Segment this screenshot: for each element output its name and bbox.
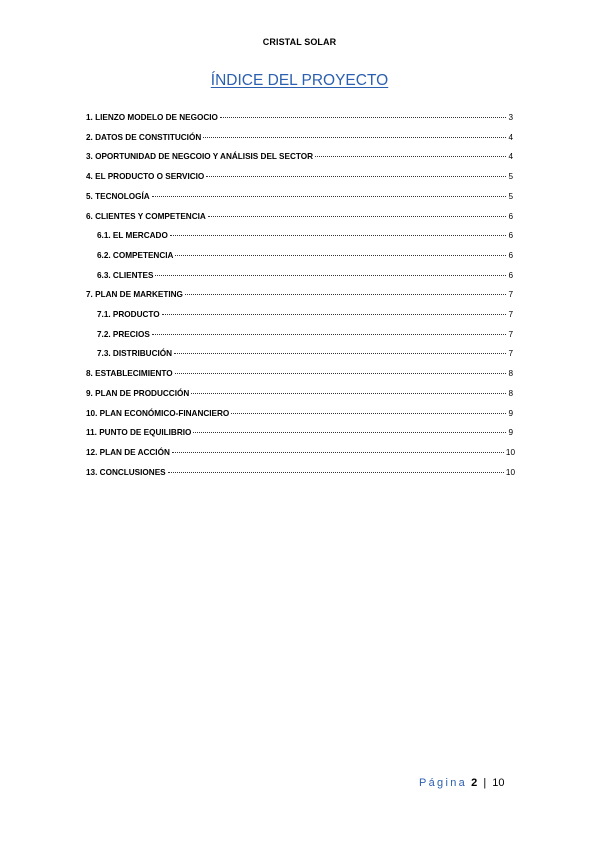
toc-entry-page: 10 [505,467,515,477]
toc-entry-label: 2. DATOS DE CONSTITUCIÓN [86,132,202,142]
footer-page-number: 2 [471,777,478,789]
dot-leader [155,275,506,276]
toc-entry-3[interactable] [86,151,513,163]
dot-leader [152,196,507,197]
toc-entry-label: 7.2. PRECIOS [97,329,150,339]
toc-entry-page: 9 [508,408,513,418]
toc-entry-page: 6 [508,211,513,221]
dot-leader [191,393,506,394]
toc-entry-page: 6 [508,231,513,241]
dot-leader [193,432,506,433]
toc-entry-label: 7.3. DISTRIBUCIÓN [97,349,173,359]
dot-leader [203,137,506,138]
toc-entry-8[interactable] [86,368,513,380]
dot-leader [168,472,504,473]
toc-entry-page: 4 [508,132,513,142]
toc-entry-5[interactable] [86,191,513,203]
toc-entry-7-1[interactable] [97,309,513,321]
toc-entry-7-3[interactable] [97,348,513,360]
toc-entry-page: 7 [508,329,513,339]
toc-entry-label: 4. EL PRODUCTO O SERVICIO [86,172,205,182]
dot-leader [231,413,506,414]
page-title: ÍNDICE DEL PROYECTO [210,72,389,89]
toc-entry-page: 5 [508,191,513,201]
dot-leader [170,235,507,236]
footer-separator: | [483,777,487,789]
toc-entry-label: 6.1. EL MERCADO [97,231,168,241]
dot-leader [162,314,507,315]
dot-leader [208,216,507,217]
toc-entry-1[interactable] [86,112,513,124]
toc-entry-6-1[interactable] [97,230,513,242]
toc-entry-6-3[interactable] [97,270,513,282]
toc-entry-label: 11. PUNTO DE EQUILIBRIO [86,428,192,438]
toc-entry-label: 7.1. PRODUCTO [97,310,160,319]
toc-entry-6-2[interactable] [97,250,513,262]
dot-leader [172,452,504,453]
dot-leader [206,176,506,177]
document-header: CRISTAL SOLAR [262,37,337,47]
toc-entry-12[interactable] [86,447,515,459]
toc-entry-page: 7 [508,290,513,300]
toc-entry-page: 8 [508,388,513,398]
toc-entry-page: 4 [508,152,513,162]
page-footer [419,777,504,789]
dot-leader [315,156,506,157]
footer-page-word: Página [419,777,468,789]
toc-entry-label: 3. OPORTUNIDAD DE NEGCOIO Y ANÁLISIS DEL SECTOR [86,152,314,162]
toc-entry-10[interactable] [86,408,513,420]
footer-page-total: 10 [492,777,505,789]
toc-entry-page: 7 [508,310,513,319]
toc-entry-label: 6.3. CLIENTES [97,270,154,280]
toc-entry-label: 8. ESTABLECIMIENTO [86,369,173,379]
toc-entry-13[interactable] [86,467,515,479]
toc-entry-11[interactable] [86,427,513,439]
toc-entry-page: 9 [508,428,513,438]
dot-leader [175,255,506,256]
toc-entry-label: 12. PLAN DE ACCIÓN [86,447,170,457]
toc-entry-page: 5 [508,172,513,182]
toc-entry-page: 3 [508,113,513,122]
toc-entry-7-2[interactable] [97,329,513,341]
toc-entry-2[interactable] [86,132,513,144]
toc-entry-page: 8 [508,369,513,379]
toc-entry-label: 1. LIENZO MODELO DE NEGOCIO [86,113,218,122]
toc-entry-6[interactable] [86,211,513,223]
toc-entry-7[interactable] [86,289,513,301]
dot-leader [175,373,507,374]
dot-leader [152,334,507,335]
toc-entry-label: 6.2. COMPETENCIA [97,250,174,260]
toc-entry-label: 7. PLAN DE MARKETING [86,290,183,300]
dot-leader [220,117,507,118]
toc-entry-9[interactable] [86,388,513,400]
toc-entry-page: 10 [505,447,515,457]
dot-leader [174,353,506,354]
toc-entry-page: 6 [508,250,513,260]
toc-entry-label: 5. TECNOLOGÍA [86,191,150,201]
toc-entry-label: 6. CLIENTES Y COMPETENCIA [86,211,206,221]
toc-entry-page: 6 [508,270,513,280]
toc-entry-4[interactable] [86,171,513,183]
toc-entry-label: 10. PLAN ECONÓMICO-FINANCIERO [86,408,230,418]
toc-entry-label: 9. PLAN DE PRODUCCIÓN [86,388,190,398]
dot-leader [185,294,507,295]
toc-entry-page: 7 [508,349,513,359]
toc-entry-label: 13. CONCLUSIONES [86,467,166,477]
